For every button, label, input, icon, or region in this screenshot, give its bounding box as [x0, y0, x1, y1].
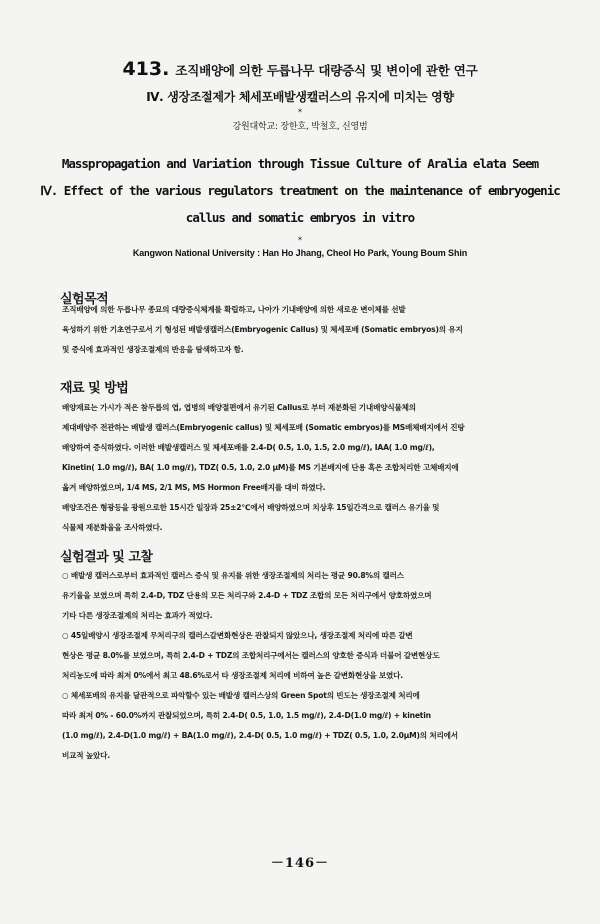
- results-line: 유기율을 보였으며 특히 2.4-D, TDZ 단용의 모든 처리구와 2.4-D + TDZ 조합의 모든 처리구에서 양호하였으며: [62, 591, 432, 600]
- results-line: 기타 다른 생장조절제의 처리는 효과가 적었다.: [62, 611, 213, 620]
- objective-line: 육성하기 위한 기초연구로서 기 형성된 배발생캘러스(Embryogenic Callus) 및 체세포배 (Somatic embryos)의 유지: [62, 325, 463, 334]
- english-author-marker: *: [298, 236, 302, 245]
- korean-title-text: 조직배양에 의한 두릅나무 대량증식 및 변이에 관한 연구: [175, 63, 478, 78]
- methods-line: 옮겨 배양하였으며, 1/4 MS, 2/1 MS, MS Hormon Free배지를 대비 하였다.: [62, 483, 326, 492]
- korean-title-block: [0, 58, 600, 132]
- methods-line: 배양재료는 가시가 적은 참두릅의 엽, 엽병의 배양절편에서 유기된 Callus로 부터 재분화된 기내배양식물체의: [62, 403, 416, 412]
- results-line: ○ 45일배양시 생장조절제 무처리구의 캘러스갈변화현상은 관찰되지 않았으나, 생장조절제 처리에 따른 갈변: [62, 631, 413, 640]
- results-line: ○ 배발생 캘러스로부터 효과적인 캘러스 증식 및 유지를 위한 생장조절제의 처리는 평균 90.8%의 캘러스: [62, 571, 404, 580]
- methods-paragraph: [62, 398, 552, 538]
- methods-line: 배양하여 증식하였다. 이러한 배발생캘러스 및 체세포배를 2.4-D( 0.5, 1.0, 1.5, 2.0 mg/ℓ), IAA( 1.0 mg/ℓ),: [62, 443, 435, 452]
- english-title-line2: Ⅳ. Effect of the various regulators treatment on the maintenance of embryogenic: [40, 183, 560, 198]
- paper-number: 413.: [122, 58, 170, 80]
- results-line: 현상은 평균 8.0%를 보였으며, 특히 2.4-D + TDZ의 조합처리구에서는 캘러스의 양호한 증식과 더불어 갈변현상도: [62, 651, 440, 660]
- results-line: 처리농도에 따라 최저 0%에서 최고 48.6%로서 타 생장조절제 처리에 비하여 높은 갈변화현상을 보였다.: [62, 671, 403, 680]
- results-line: (1.0 mg/ℓ), 2.4-D(1.0 mg/ℓ) + BA(1.0 mg/ℓ), 2.4-D( 0.5, 1.0 mg/ℓ) + TDZ( 0.5, 1.0, 2.0μM)의 처리에서: [62, 731, 458, 740]
- methods-line: 제대배양주 전관하는 배발생 캘러스(Embryogenic callus) 및 체세포배 (Somatic embryos)를 MS배체배지에서 진탕: [62, 423, 465, 432]
- methods-line: 배양조건은 형광등을 광원으로한 15시간 일장과 25±2℃에서 배양하였으며 치상후 15일간격으로 캘러스 유기율 및: [62, 503, 440, 512]
- methods-line: 식물체 재분화율을 조사하였다.: [62, 523, 163, 532]
- english-title-line1: Masspropagation and Variation through Tissue Culture of Aralia elata Seem: [61, 156, 539, 171]
- objective-heading: 실험목적: [60, 292, 109, 307]
- results-heading: 실험결과 및 고찰: [60, 550, 153, 565]
- korean-author-marker: *: [298, 108, 302, 117]
- korean-title-line2: Ⅳ. 생장조절제가 체세포배발생캘러스의 유지에 미치는 영향: [146, 90, 454, 104]
- methods-line: Kinetin( 1.0 mg/ℓ), BA( 1.0 mg/ℓ), TDZ( 0.5, 1.0, 2.0 μM)를 MS 기본배지에 단용 혹은 조합처리한 고체배지에: [62, 463, 459, 472]
- page-number: －146－: [270, 856, 330, 871]
- results-line: ○ 체세포배의 유지를 달관적으로 파악할수 있는 배발생 캘러스상의 Green Spot의 빈도는 생장조절제 처리에: [62, 691, 420, 700]
- objective-line: 및 증식에 효과적인 생장조절제의 반응을 탐색하고자 함.: [62, 345, 244, 354]
- methods-heading: 재료 및 방법: [60, 381, 129, 396]
- results-line: 비교적 높았다.: [62, 751, 110, 760]
- results-line: 따라 최저 0% - 60.0%까지 관찰되었으며, 특히 2.4-D( 0.5, 1.0, 1.5 mg/ℓ), 2.4-D(1.0 mg/ℓ) + kinetin: [62, 711, 431, 720]
- results-paragraph: [62, 566, 552, 766]
- objective-paragraph: [62, 300, 552, 360]
- objective-line: 조직배양에 의한 두릅나무 종묘의 대량증식체계를 확립하고, 나아가 기내배양에 의한 새로운 변이체를 선발: [62, 305, 406, 314]
- korean-title-line1: [0, 58, 600, 80]
- english-authors: Kangwon National University : Han Ho Jhang, Cheol Ho Park, Young Boum Shin: [132, 248, 468, 258]
- korean-authors: 강원대학교: 장한호, 박철호, 신영범: [232, 122, 368, 132]
- english-title-line3: callus and somatic embryos in vitro: [185, 210, 415, 225]
